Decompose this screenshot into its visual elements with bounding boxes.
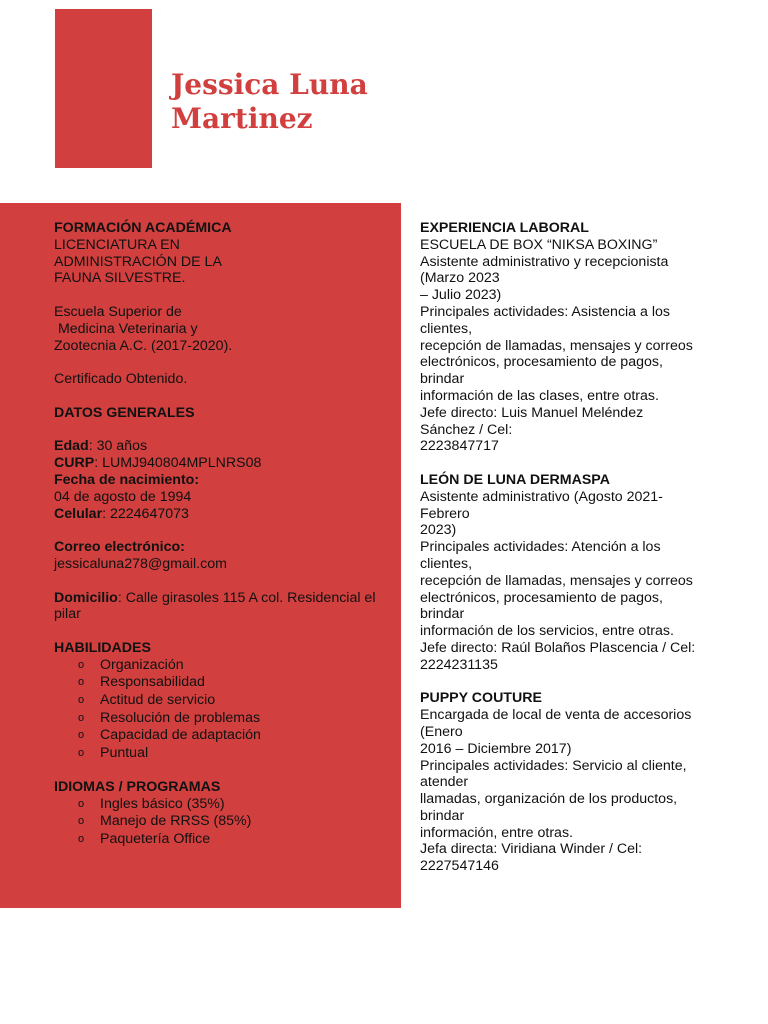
bullet-icon: o	[78, 658, 85, 671]
job-line: Asistente administrativo (Agosto 2021-	[420, 488, 663, 505]
age-value: : 30 años	[88, 438, 148, 455]
bullet-icon: o	[78, 693, 85, 706]
job-line: – Julio 2023)	[420, 287, 502, 304]
birth-value: 04 de agosto de 1994	[54, 488, 192, 505]
job-line: información, entre otras.	[420, 824, 573, 841]
job-line: brindar	[420, 807, 465, 824]
job-line: electrónicos, procesamiento de pagos,	[420, 354, 663, 371]
job-line: Jefe directo: Raúl Bolaños Plascencia / Cel:	[420, 639, 696, 656]
job-company: LEÓN DE LUNA DERMASPA	[420, 471, 610, 488]
phone-field	[54, 506, 399, 523]
address-value: : Calle girasoles 115 A col. Residencial el pilar	[54, 589, 376, 623]
job-company: PUPPY COUTURE	[420, 690, 542, 707]
job-line: información de los servicios, entre otras.	[420, 623, 674, 640]
email-label: Correo electrónico:	[54, 539, 185, 556]
bullet-icon: o	[78, 746, 85, 759]
certificate-text: Certificado Obtenido.	[54, 371, 188, 388]
job-company: ESCUELA DE BOX “NIKSA BOXING”	[420, 236, 658, 253]
list-item: o Organización	[78, 656, 184, 673]
address-field	[54, 590, 399, 624]
job-line: brindar	[420, 606, 465, 623]
job-line: recepción de llamadas, mensajes y correos	[420, 572, 693, 589]
job-entry	[420, 472, 730, 674]
languages-list	[54, 796, 399, 849]
job-line: 2224231135	[420, 656, 498, 673]
left-column	[54, 220, 399, 849]
job-line: (Marzo 2023	[420, 270, 500, 287]
list-item: o Ingles básico (35%)	[78, 795, 225, 812]
job-line: Asistente administrativo y recepcionista	[420, 253, 669, 270]
bullet-icon: o	[78, 676, 85, 689]
list-item: o Capacidad de adaptación	[78, 727, 261, 744]
job-line: Principales actividades: Asistencia a los	[420, 303, 670, 320]
birth-label: Fecha de nacimiento:	[54, 471, 200, 488]
bullet-icon: o	[78, 815, 85, 828]
curp-field	[54, 455, 399, 472]
age-label: Edad	[54, 438, 89, 455]
list-item: o Puntual	[78, 744, 149, 761]
job-line: Sánchez / Cel:	[420, 421, 513, 438]
general-data-title: DATOS GENERALES	[54, 404, 195, 421]
decorative-red-block	[55, 9, 152, 168]
bullet-icon: o	[78, 833, 85, 846]
job-line: Jefa directa: Viridiana Winder / Cel:	[420, 841, 643, 858]
job-line: llamadas, organización de los productos,	[420, 791, 678, 808]
skills-list	[54, 657, 399, 763]
list-item: o Manejo de RRSS (85%)	[78, 813, 252, 830]
general-data-section	[54, 405, 399, 623]
experience-title: EXPERIENCIA LABORAL	[420, 220, 589, 236]
age-field	[54, 438, 399, 455]
job-line: clientes,	[420, 555, 473, 572]
languages-section	[54, 779, 399, 849]
bullet-icon: o	[78, 797, 85, 810]
address-label: Domicilio	[54, 589, 118, 606]
school-line: Zootecnia A.C. (2017-2020).	[54, 337, 233, 354]
job-entry	[420, 690, 730, 875]
job-line: Encargada de local de venta de accesorios	[420, 707, 692, 724]
phone-value: : 2224647073	[102, 505, 189, 522]
right-column	[420, 220, 730, 875]
school-line: Medicina Veterinaria y	[54, 320, 198, 337]
education-section	[54, 220, 399, 388]
job-line: brindar	[420, 371, 465, 388]
languages-title: IDIOMAS / PROGRAMAS	[54, 779, 221, 796]
degree-line: FAUNA SILVESTRE.	[54, 270, 186, 287]
job-line: (Enero	[420, 723, 463, 740]
job-line: Jefe directo: Luis Manuel Meléndez	[420, 404, 644, 421]
bullet-icon: o	[78, 711, 85, 724]
job-line: 2016 – Diciembre 2017)	[420, 740, 572, 757]
name-line-2: Martinez	[171, 102, 313, 135]
job-line: 2223847717	[420, 438, 499, 455]
degree-line: LICENCIATURA EN	[54, 236, 180, 253]
job-line: Principales actividades: Atención a los	[420, 539, 661, 556]
job-line: Febrero	[420, 505, 470, 522]
phone-label: Celular	[54, 505, 103, 522]
degree-line: ADMINISTRACIÓN DE LA	[54, 253, 222, 270]
bullet-icon: o	[78, 729, 85, 742]
curp-label: CURP	[54, 455, 95, 472]
job-line: recepción de llamadas, mensajes y correos	[420, 337, 693, 354]
job-line: 2023)	[420, 522, 457, 539]
name-line-1: Jessica Luna	[171, 68, 368, 101]
job-line: información de las clases, entre otras.	[420, 387, 659, 404]
job-entry	[420, 237, 730, 455]
email-value: jessicaluna278@gmail.com	[54, 555, 227, 572]
skills-section	[54, 640, 399, 762]
education-title: FORMACIÓN ACADÉMICA	[54, 220, 232, 236]
candidate-name	[171, 68, 368, 136]
job-line: Principales actividades: Servicio al cliente,	[420, 757, 687, 774]
curp-value: : LUMJ940804MPLNRS08	[94, 455, 262, 472]
job-line: 2227547146	[420, 858, 499, 875]
skills-title: HABILIDADES	[54, 639, 151, 656]
school-line: Escuela Superior de	[54, 303, 182, 320]
job-line: electrónicos, procesamiento de pagos,	[420, 589, 663, 606]
list-item: o Paquetería Office	[78, 831, 211, 848]
list-item: o Resolución de problemas	[78, 709, 261, 726]
list-item: o Responsabilidad	[78, 674, 205, 691]
job-line: atender	[420, 774, 469, 791]
list-item: o Actitud de servicio	[78, 691, 216, 708]
job-line: clientes,	[420, 320, 473, 337]
